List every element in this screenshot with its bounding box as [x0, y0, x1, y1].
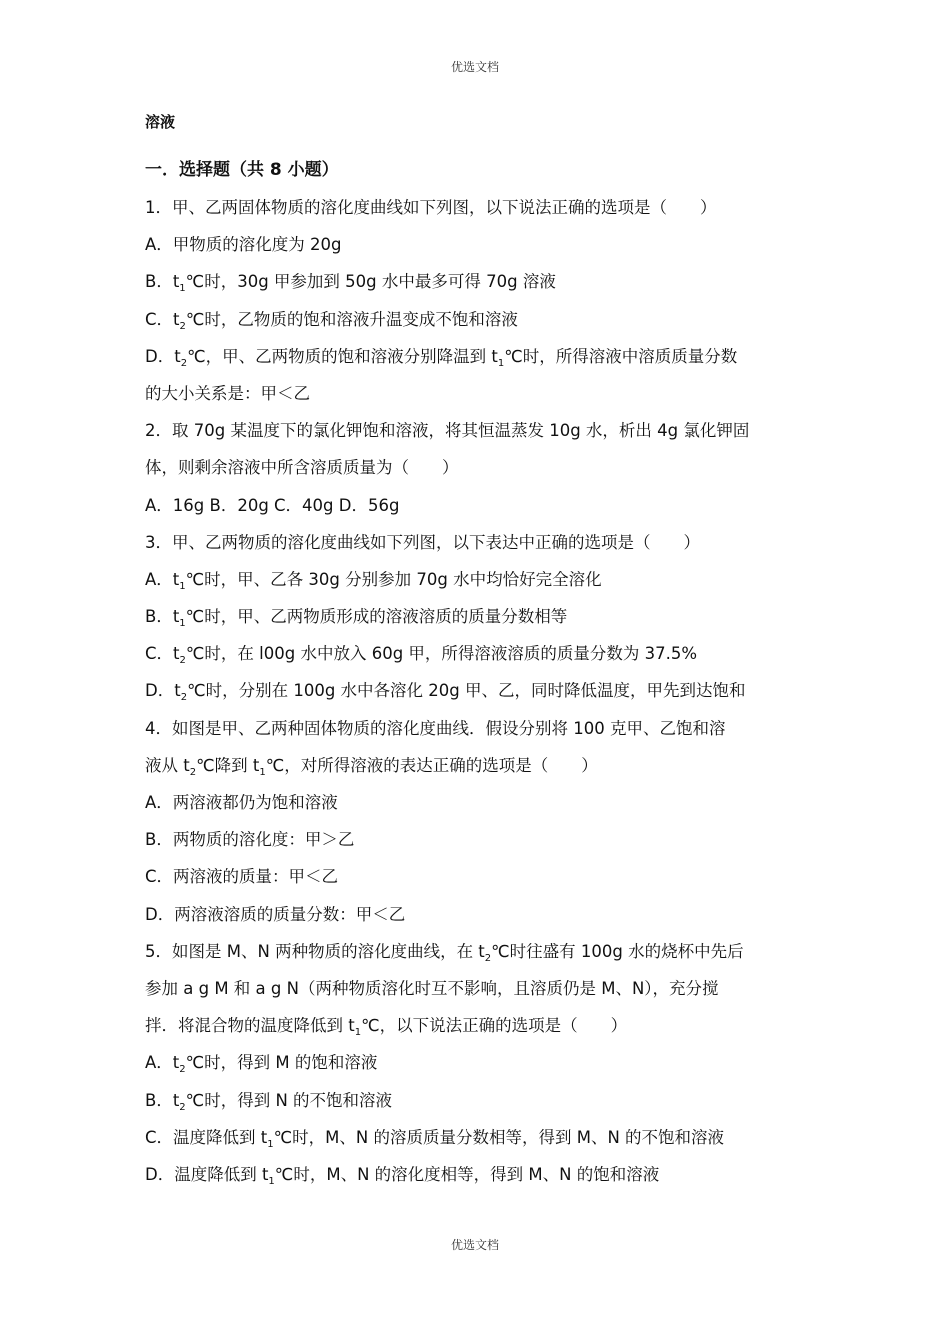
text-line	[145, 970, 815, 1007]
text-run: 液从 t	[145, 755, 190, 775]
text-line	[145, 449, 815, 486]
text-run: ℃，以下说法正确的选项是（ ）	[361, 1016, 628, 1036]
text-run: A．t	[145, 1053, 180, 1073]
text-run: 参加 a g M 和 a g N（两种物质溶化时互不影响，且溶质仍是 M、N），充分搅	[145, 978, 719, 998]
text-run: 4．如图是甲、乙两种固体物质的溶化度曲线．假设分别将 100 克甲、乙饱和溶	[145, 718, 726, 738]
text-run: C．t	[145, 309, 180, 329]
text-run: 拌．将混合物的温度降低到 t	[145, 1016, 355, 1036]
text-line	[145, 487, 815, 524]
text-line	[145, 561, 815, 598]
text-run: 2．取 70g 某温度下的氯化钾饱和溶液，将其恒温蒸发 10g 水，析出 4g 氯化钾固	[145, 421, 750, 441]
question-list	[145, 189, 815, 1193]
subscript: 2	[180, 692, 188, 704]
text-run: ℃，甲、乙两物质的饱和溶液分别降温到 t	[187, 346, 498, 366]
subscript: 1	[179, 580, 186, 592]
text-run: 体，则剩余溶液中所含溶质质量为（ ）	[145, 458, 459, 478]
subscript: 2	[180, 357, 188, 369]
text-line	[145, 301, 815, 338]
text-run: D．t	[145, 681, 181, 701]
text-line	[145, 338, 815, 375]
text-line	[145, 858, 815, 895]
text-line	[145, 226, 815, 263]
subscript: 1	[497, 357, 505, 369]
subscript: 1	[179, 618, 186, 630]
text-run: ℃时，在 l00g 水中放入 60g 甲，所得溶液溶质的质量分数为 37.5%	[185, 644, 698, 664]
text-run: 1．甲、乙两固体物质的溶化度曲线如下列图，以下说法正确的选项是（ ）	[145, 198, 717, 217]
text-line	[145, 710, 815, 747]
text-run: 3．甲、乙两物质的溶化度曲线如下列图，以下表达中正确的选项是（ ）	[145, 532, 700, 552]
page-header: 优选文档	[450, 60, 499, 74]
subscript: 2	[189, 766, 197, 778]
subscript: 2	[179, 320, 186, 332]
text-line	[145, 896, 815, 933]
subscript: 1	[259, 766, 266, 778]
subscript: 1	[354, 1027, 362, 1039]
text-run: C．t	[145, 644, 180, 664]
subscript: 1	[267, 1138, 274, 1150]
text-run: ℃降到 t	[196, 755, 260, 775]
text-run: 5．如图是 M、N 两种物质的溶化度曲线，在 t	[145, 941, 485, 961]
text-run: ℃时，30g 甲参加到 50g 水中最多可得 70g 溶液	[185, 272, 556, 292]
text-line	[145, 412, 815, 449]
text-run: ℃时，M、N 的溶质质量分数相等，得到 M、N 的不饱和溶液	[273, 1127, 725, 1147]
subscript: 1	[179, 283, 186, 295]
text-line	[145, 635, 815, 672]
text-line	[145, 1044, 815, 1081]
subscript: 2	[484, 952, 492, 964]
text-run: C．两溶液的质量：甲＜乙	[145, 867, 339, 887]
text-line	[145, 263, 815, 300]
text-line	[145, 821, 815, 858]
text-run: A．t	[145, 569, 180, 589]
subscript: 2	[179, 1101, 186, 1113]
text-run: A．两溶液都仍为饱和溶液	[145, 793, 338, 812]
text-run: D．两溶液溶质的质量分数：甲＜乙	[145, 904, 406, 924]
text-run: B．t	[145, 272, 180, 292]
text-run: ℃时，M、N 的溶化度相等，得到 M、N 的饱和溶液	[274, 1164, 660, 1184]
text-line	[145, 1156, 815, 1193]
text-run: ℃时，得到 N 的不饱和溶液	[185, 1090, 393, 1110]
text-run: ℃，对所得溶液的表达正确的选项是（ ）	[265, 755, 598, 775]
text-run: 的大小关系是：甲＜乙	[145, 383, 310, 403]
text-run: A．16g B．20g C．40g D．56g	[145, 495, 400, 515]
text-line	[145, 598, 815, 635]
text-line	[145, 1007, 815, 1044]
text-line	[145, 747, 815, 784]
text-run: D．t	[145, 346, 181, 366]
text-line	[145, 1082, 815, 1119]
text-run: ℃时，甲、乙各 30g 分别参加 70g 水中均恰好完全溶化	[185, 569, 602, 589]
text-line	[145, 672, 815, 709]
document-body	[145, 108, 815, 1193]
text-run: A．甲物质的溶化度为 20g	[145, 235, 342, 255]
text-line	[145, 784, 815, 821]
text-line	[145, 189, 815, 226]
text-run: B．两物质的溶化度：甲＞乙	[145, 830, 355, 850]
subscript: 2	[179, 655, 186, 667]
text-run: ℃时，分别在 100g 水中各溶化 20g 甲、乙，同时降低温度，甲先到达饱和	[187, 681, 746, 701]
text-run: B．t	[145, 1090, 180, 1110]
subscript: 1	[268, 1175, 275, 1187]
text-line	[145, 1119, 815, 1156]
text-run: ℃时，得到 M 的饱和溶液	[185, 1053, 378, 1073]
text-line	[145, 524, 815, 561]
section-heading: 一．选择题（共 8 小题）	[145, 160, 339, 180]
text-line	[145, 933, 815, 970]
text-run: B．t	[145, 607, 180, 627]
text-run: ℃时，甲、乙两物质形成的溶液溶质的质量分数相等	[185, 607, 568, 627]
text-run: D．温度降低到 t	[145, 1164, 269, 1184]
subscript: 2	[179, 1064, 186, 1076]
text-run: ℃时往盛有 100g 水的烧杯中先后	[491, 941, 744, 961]
text-run: ℃时，所得溶液中溶质质量分数	[504, 346, 738, 366]
text-run: C．温度降低到 t	[145, 1127, 268, 1147]
doc-title: 溶液	[145, 113, 176, 131]
page-footer: 优选文档	[450, 1238, 499, 1252]
text-line	[145, 375, 815, 412]
text-run: ℃时，乙物质的饱和溶液升温变成不饱和溶液	[185, 309, 518, 329]
